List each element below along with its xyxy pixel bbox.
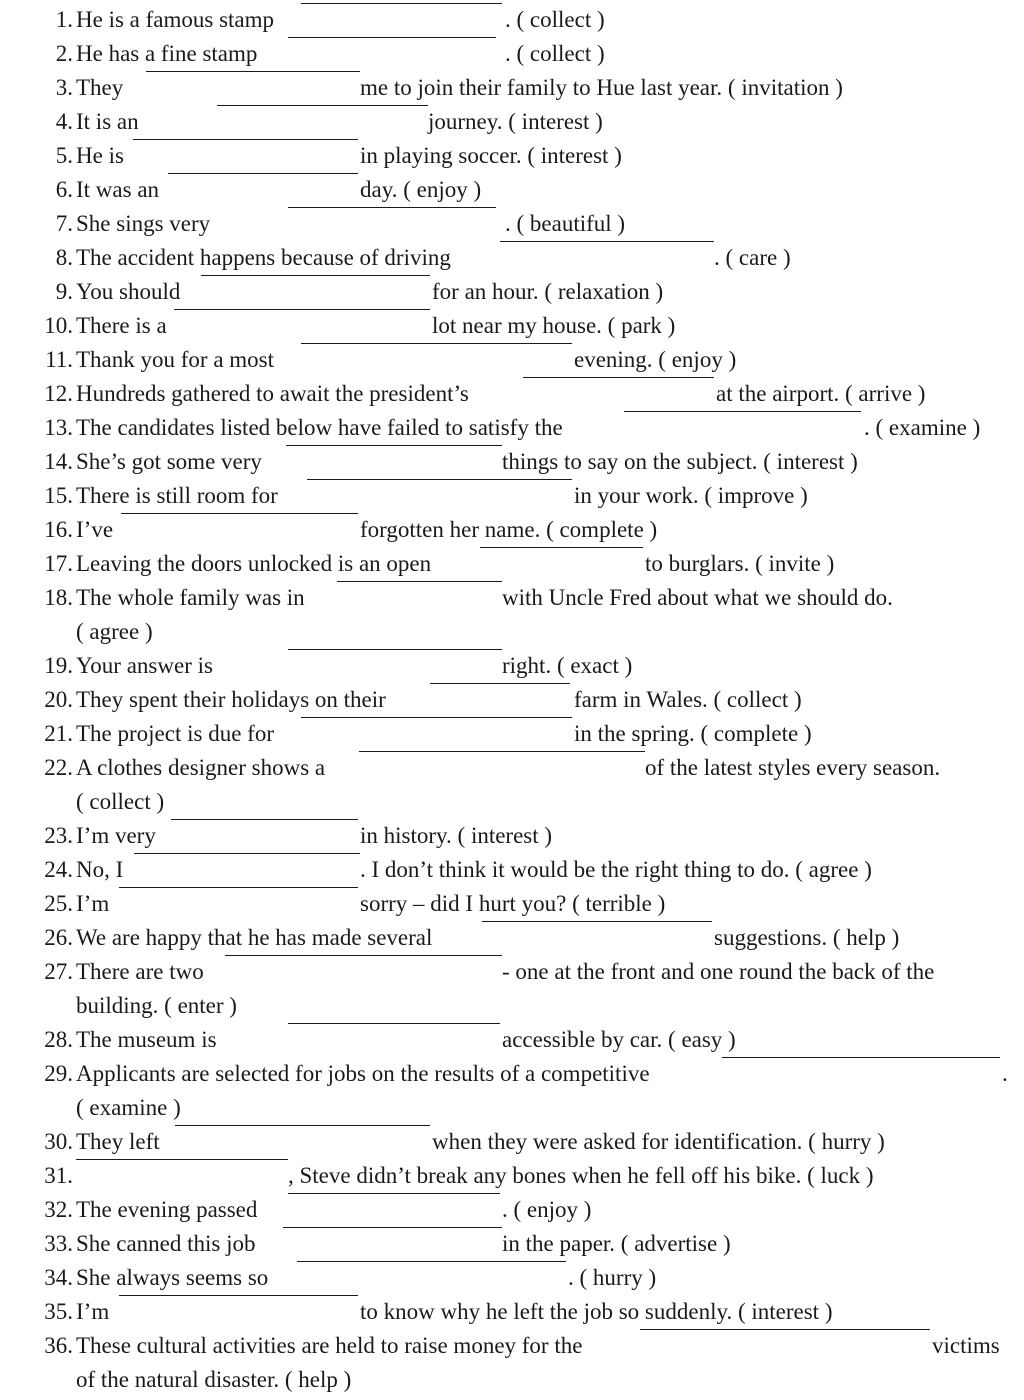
exercise-item	[0, 1023, 1024, 1057]
item-number: 29.	[44, 1061, 73, 1086]
answer-blank[interactable]	[217, 105, 428, 106]
sentence-start: She always seems so	[76, 1265, 269, 1290]
exercise-item	[0, 853, 1024, 887]
sentence-end: farm in Wales. ( collect )	[574, 687, 802, 712]
sentence-start: Hundreds gathered to await the president’s	[76, 381, 469, 406]
sentence-start: He has a fine stamp	[76, 41, 258, 66]
sentence-start: Applicants are selected for jobs on the results of a competitive	[76, 1061, 650, 1086]
item-number: 18.	[44, 585, 73, 610]
exercise-item	[0, 139, 1024, 173]
sentence-end: . ( hurry )	[568, 1265, 657, 1290]
exercise-item	[0, 683, 1024, 717]
item-number: 31.	[44, 1163, 73, 1188]
sentence-start: I’m very	[76, 823, 156, 848]
answer-blank[interactable]	[307, 479, 572, 480]
answer-blank[interactable]	[119, 1295, 358, 1296]
exercise-item	[0, 1125, 1024, 1159]
exercise-item-continuation	[0, 989, 1024, 1023]
exercise-item	[0, 921, 1024, 955]
answer-blank[interactable]	[624, 411, 861, 412]
exercise-item	[0, 547, 1024, 581]
exercise-item	[0, 479, 1024, 513]
answer-blank[interactable]	[288, 649, 502, 650]
answer-blank[interactable]	[301, 343, 572, 344]
answer-blank[interactable]	[146, 71, 360, 72]
answer-blank[interactable]	[286, 445, 502, 446]
exercise-item	[0, 3, 1024, 37]
answer-blank[interactable]	[288, 207, 496, 208]
sentence-end: lot near my house. ( park )	[432, 313, 676, 338]
item-number: 17.	[44, 551, 73, 576]
sentence-end: suggestions. ( help )	[714, 925, 900, 950]
exercise-item	[0, 1159, 1024, 1193]
sentence-start: She canned this job	[76, 1231, 256, 1256]
item-number: 4.	[55, 109, 73, 134]
item-number: 2.	[55, 41, 73, 66]
sentence-end: , Steve didn’t break any bones when he fell off his bike. ( luck )	[288, 1163, 874, 1188]
answer-blank[interactable]	[283, 1227, 502, 1228]
answer-blank[interactable]	[359, 751, 645, 752]
item-number: 1.	[55, 7, 73, 32]
item-number: 6.	[55, 177, 73, 202]
sentence-start: They	[76, 75, 124, 100]
exercise-item	[0, 309, 1024, 343]
sentence-start: Thank you for a most	[76, 347, 275, 372]
item-number: 10.	[44, 313, 73, 338]
sentence-end: .	[1002, 1061, 1008, 1086]
exercise-item	[0, 207, 1024, 241]
sentence-start: There is a	[76, 313, 167, 338]
sentence-continuation: building. ( enter )	[76, 993, 237, 1018]
sentence-start: You should	[76, 279, 181, 304]
sentence-start: The whole family was in	[76, 585, 305, 610]
exercise-item-continuation	[0, 615, 1024, 649]
answer-blank[interactable]	[722, 1057, 1000, 1058]
sentence-end: accessible by car. ( easy )	[502, 1027, 736, 1052]
exercise-item	[0, 1193, 1024, 1227]
exercise-item	[0, 751, 1024, 785]
sentence-start: Leaving the doors unlocked is an open	[76, 551, 432, 576]
sentence-end: for an hour. ( relaxation )	[432, 279, 664, 304]
exercise-item	[0, 581, 1024, 615]
sentence-continuation: ( examine )	[76, 1095, 181, 1120]
item-number: 9.	[55, 279, 73, 304]
sentence-end: victims	[932, 1333, 1000, 1358]
item-number: 11.	[45, 347, 73, 372]
sentence-end: . ( beautiful )	[505, 211, 626, 236]
answer-blank[interactable]	[297, 1261, 566, 1262]
sentence-end: sorry – did I hurt you? ( terrible )	[360, 891, 666, 916]
item-number: 19.	[44, 653, 73, 678]
item-number: 36.	[44, 1333, 73, 1358]
answer-blank[interactable]	[201, 275, 430, 276]
sentence-end: in the spring. ( complete )	[574, 721, 812, 746]
sentence-start: The candidates listed below have failed to satisfy the	[76, 415, 563, 440]
exercise-item	[0, 377, 1024, 411]
sentence-end: in your work. ( improve )	[574, 483, 808, 508]
item-number: 23.	[44, 823, 73, 848]
exercise-item	[0, 819, 1024, 853]
exercise-item	[0, 71, 1024, 105]
exercise-item	[0, 411, 1024, 445]
sentence-end: . ( collect )	[505, 41, 605, 66]
sentence-end: . ( examine )	[864, 415, 981, 440]
item-number: 14.	[44, 449, 73, 474]
answer-blank[interactable]	[301, 3, 502, 4]
sentence-end: things to say on the subject. ( interest )	[502, 449, 858, 474]
sentence-end: day. ( enjoy )	[360, 177, 482, 202]
answer-blank[interactable]	[119, 887, 358, 888]
answer-blank[interactable]	[225, 955, 502, 956]
exercise-item	[0, 649, 1024, 683]
sentence-start: The evening passed	[76, 1197, 258, 1222]
sentence-end: - one at the front and one round the back of the	[502, 959, 935, 984]
sentence-end: to know why he left the job so suddenly. ( interest )	[360, 1299, 833, 1324]
sentence-end: right. ( exact )	[502, 653, 633, 678]
item-number: 27.	[44, 959, 73, 984]
exercise-item	[0, 37, 1024, 71]
answer-blank[interactable]	[301, 717, 572, 718]
sentence-end: . ( enjoy )	[502, 1197, 592, 1222]
answer-blank[interactable]	[76, 1159, 288, 1160]
sentence-start: She’s got some very	[76, 449, 262, 474]
sentence-start: No, I	[76, 857, 124, 882]
answer-blank[interactable]	[337, 581, 502, 582]
sentence-end: of the latest styles every season.	[645, 755, 941, 780]
item-number: 8.	[55, 245, 73, 270]
item-number: 3.	[55, 75, 73, 100]
exercise-item	[0, 1227, 1024, 1261]
answer-blank[interactable]	[288, 37, 496, 38]
exercise-item	[0, 1329, 1024, 1363]
answer-blank[interactable]	[134, 853, 360, 854]
item-number: 26.	[44, 925, 73, 950]
sentence-continuation: of the natural disaster. ( help )	[76, 1367, 352, 1392]
answer-blank[interactable]	[480, 547, 643, 548]
exercise-item	[0, 1057, 1024, 1091]
sentence-start: The project is due for	[76, 721, 274, 746]
sentence-end: in playing soccer. ( interest )	[360, 143, 622, 168]
sentence-start: It is an	[76, 109, 139, 134]
item-number: 33.	[44, 1231, 73, 1256]
answer-blank[interactable]	[430, 683, 570, 684]
item-number: 5.	[55, 143, 73, 168]
item-number: 35.	[44, 1299, 73, 1324]
item-number: 28.	[44, 1027, 73, 1052]
item-number: 7.	[55, 211, 73, 236]
exercise-item	[0, 445, 1024, 479]
answer-blank[interactable]	[500, 241, 714, 242]
exercise-item	[0, 275, 1024, 309]
item-number: 32.	[44, 1197, 73, 1222]
answer-blank[interactable]	[133, 139, 358, 140]
sentence-end: journey. ( interest )	[428, 109, 603, 134]
sentence-start: I’m	[76, 891, 110, 916]
exercise-item	[0, 513, 1024, 547]
item-number: 15.	[44, 483, 73, 508]
answer-blank[interactable]	[171, 819, 358, 820]
exercise-item	[0, 1295, 1024, 1329]
sentence-end: with Uncle Fred about what we should do.	[502, 585, 893, 610]
sentence-start: They left	[76, 1129, 160, 1154]
sentence-start: Your answer is	[76, 653, 213, 678]
exercise-item	[0, 887, 1024, 921]
answer-blank[interactable]	[175, 1125, 430, 1126]
exercise-item	[0, 173, 1024, 207]
answer-blank[interactable]	[174, 309, 430, 310]
answer-blank[interactable]	[523, 377, 714, 378]
item-number: 16.	[44, 517, 73, 542]
sentence-end: . ( collect )	[505, 7, 605, 32]
item-number: 12.	[44, 381, 73, 406]
exercise-item	[0, 105, 1024, 139]
exercise-item-continuation	[0, 785, 1024, 819]
sentence-end: . ( care )	[714, 245, 791, 270]
answer-blank[interactable]	[168, 173, 358, 174]
sentence-end: in history. ( interest )	[360, 823, 553, 848]
sentence-start: A clothes designer shows a	[76, 755, 326, 780]
answer-blank[interactable]	[482, 921, 712, 922]
sentence-continuation: ( agree )	[76, 619, 153, 644]
item-number: 25.	[44, 891, 73, 916]
sentence-start: There is still room for	[76, 483, 278, 508]
sentence-start: We are happy that he has made several	[76, 925, 433, 950]
item-number: 30.	[44, 1129, 73, 1154]
sentence-continuation: ( collect )	[76, 789, 165, 814]
exercise-item	[0, 717, 1024, 751]
item-number: 13.	[44, 415, 73, 440]
exercise-item	[0, 955, 1024, 989]
exercise-item-continuation	[0, 1363, 1024, 1397]
item-number: 24.	[44, 857, 73, 882]
sentence-end: forgotten her name. ( complete )	[360, 517, 658, 542]
sentence-end: . I don’t think it would be the right thing to do. ( agree )	[360, 857, 872, 882]
item-number: 34.	[44, 1265, 73, 1290]
sentence-start: He is	[76, 143, 124, 168]
answer-blank[interactable]	[288, 1193, 500, 1194]
sentence-start: The museum is	[76, 1027, 217, 1052]
sentence-end: to burglars. ( invite )	[645, 551, 835, 576]
sentence-start: It was an	[76, 177, 160, 202]
sentence-start: These cultural activities are held to raise money for the	[76, 1333, 583, 1358]
exercise-item	[0, 343, 1024, 377]
item-number: 22.	[44, 755, 73, 780]
item-number: 20.	[44, 687, 73, 712]
sentence-start: There are two	[76, 959, 204, 984]
sentence-end: me to join their family to Hue last year. ( invitation )	[360, 75, 843, 100]
item-number: 21.	[44, 721, 73, 746]
sentence-start: I’m	[76, 1299, 110, 1324]
exercise-item	[0, 241, 1024, 275]
answer-blank[interactable]	[288, 1023, 500, 1024]
exercise-item	[0, 1261, 1024, 1295]
sentence-start: She sings very	[76, 211, 211, 236]
sentence-start: They spent their holidays on their	[76, 687, 386, 712]
answer-blank[interactable]	[640, 1329, 930, 1330]
answer-blank[interactable]	[121, 513, 358, 514]
sentence-start: The accident happens because of driving	[76, 245, 451, 270]
sentence-start: I’ve	[76, 517, 114, 542]
sentence-end: at the airport. ( arrive )	[716, 381, 926, 406]
sentence-start: He is a famous stamp	[76, 7, 275, 32]
exercise-item-continuation	[0, 1091, 1024, 1125]
sentence-end: when they were asked for identification. ( hurry )	[432, 1129, 885, 1154]
sentence-end: in the paper. ( advertise )	[502, 1231, 731, 1256]
sentence-end: evening. ( enjoy )	[574, 347, 737, 372]
